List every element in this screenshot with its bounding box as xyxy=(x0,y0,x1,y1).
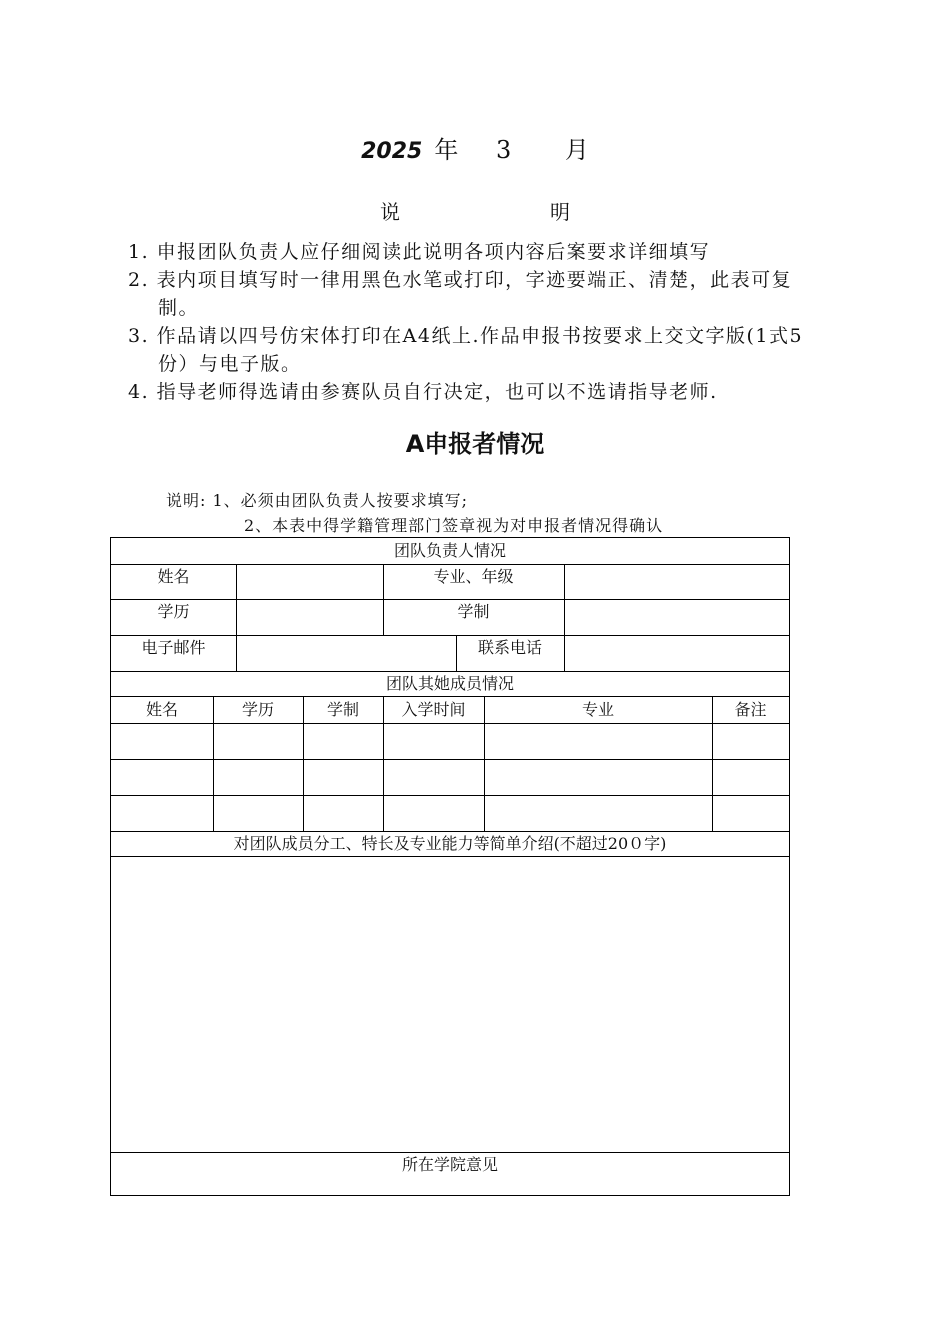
members-header: 团队其她成员情况 xyxy=(385,674,514,693)
email-field[interactable] xyxy=(237,636,455,670)
intro-header: 对团队成员分工、特长及专业能力等简单介绍(不超过20０字) xyxy=(233,834,667,853)
college-opinion-label: 所在学院意见 xyxy=(401,1155,498,1174)
instructions-list xyxy=(128,238,828,406)
col-major: 专业 xyxy=(581,700,614,719)
year-unit: 年 xyxy=(434,136,459,164)
section-title: A申报者情况 xyxy=(405,430,545,458)
phone-field[interactable] xyxy=(565,636,789,670)
intro-field[interactable] xyxy=(111,857,789,1151)
date-line xyxy=(0,130,950,165)
month-unit: 月 xyxy=(564,136,589,164)
name-field[interactable] xyxy=(237,565,382,598)
month: 3 xyxy=(495,136,512,164)
school-system-label: 学制 xyxy=(457,602,490,621)
education-field[interactable] xyxy=(237,600,382,634)
col-school-system: 学制 xyxy=(326,700,359,719)
section-explain-1: 说明: 1、必须由团队负责人按要求填写; xyxy=(166,491,469,510)
col-name: 姓名 xyxy=(145,700,178,719)
education-label: 学历 xyxy=(157,602,190,621)
instruction-item: 2. 表内项目填写时一律用黑色水笔或打印，字迹要端正、清楚，此表可复制。 xyxy=(128,269,793,319)
table-row[interactable] xyxy=(111,796,789,831)
col-enroll-time: 入学时间 xyxy=(401,700,466,719)
section-explain-2: 2、本表中得学籍管理部门签章视为对申报者情况得确认 xyxy=(244,516,664,535)
instruction-item: 3. 作品请以四号仿宋体打印在A4纸上.作品申报书按要求上交文字版(1式5份）与电子版。 xyxy=(128,325,804,375)
phone-label: 联系电话 xyxy=(477,638,542,657)
leader-header: 团队负责人情况 xyxy=(393,541,506,560)
col-education: 学历 xyxy=(241,700,274,719)
school-system-field[interactable] xyxy=(565,600,789,634)
table-row[interactable] xyxy=(111,760,789,795)
instruction-item: 1. 申报团队负责人应仔细阅读此说明各项内容后案要求详细填写 xyxy=(128,241,711,263)
col-remarks: 备注 xyxy=(734,700,767,719)
email-label: 电子邮件 xyxy=(141,638,206,657)
applicant-form xyxy=(110,537,790,1196)
major-grade-field[interactable] xyxy=(565,565,789,598)
table-row[interactable] xyxy=(111,724,789,759)
instructions-title: 说明 xyxy=(380,200,720,224)
name-label: 姓名 xyxy=(157,567,190,586)
instruction-item: 4. 指导老师得选请由参赛队员自行决定，也可以不选请指导老师. xyxy=(128,381,718,403)
year: 2025 xyxy=(361,139,423,164)
major-grade-label: 专业、年级 xyxy=(433,567,514,586)
